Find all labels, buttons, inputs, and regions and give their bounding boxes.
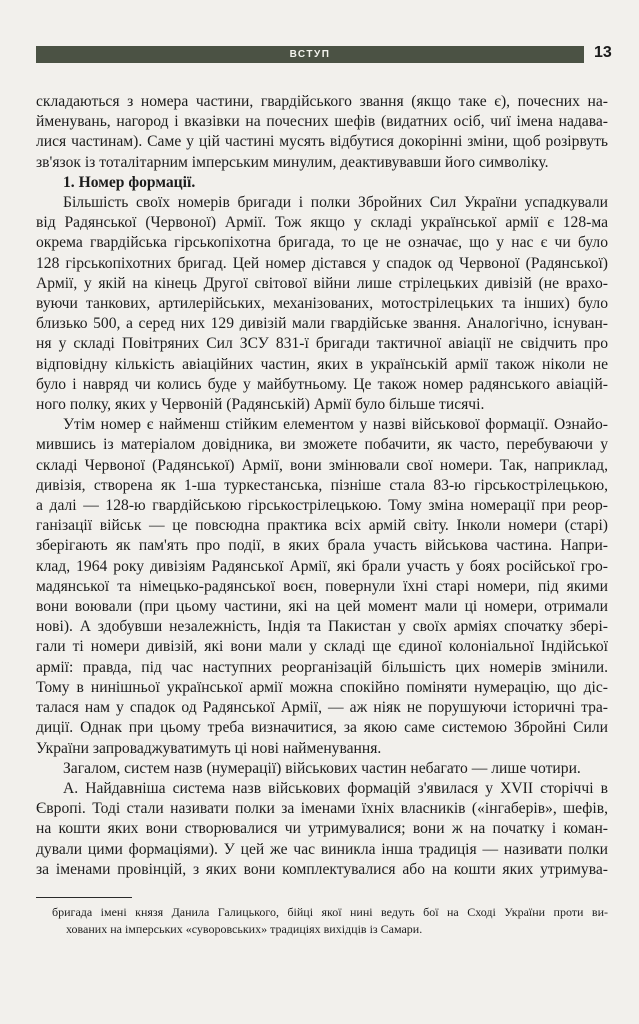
text-line: ня у складі Повітряних Сил ЗСУ 831-ї бригади тактичної авіації не свідчить про [36,335,608,353]
footnote-line: бригада імені князя Данила Галицького, бійці якої нині ведуть бої на Сході України проти ви- [52,905,608,919]
footnote-separator [36,897,132,898]
running-header-bar [36,46,584,63]
text-line: було і навряд чи колись буде у майбутньому. Це також номер радянського авіацій- [36,375,608,393]
text-line: лися частинам). Саме у цій частині мусять відбутися докорінні зміни, щоб розірвуть [36,133,608,151]
text-line: 128 гірськопіхотних бригад. Цей номер дістався у спадок од Червоної (Радянської) [36,254,608,272]
text-line: близько 500, а серед них 129 дивізій мали гвардійське звання. Аналогічно, існуван- [36,315,608,333]
text-line: від Радянської (Червоної) Армії. Тож якщо у складі української армії є 128-ма [36,214,608,232]
text-line: А. Найдавніша система назв військових формацій з'явилася у XVII сторіччі в [63,779,608,797]
text-line: диції. Однак при цьому треба визначитися, за якою саме системою Збройні Сили [36,719,608,737]
text-line: за іменами провінцій, з яких вони комплектувалися або на кошти яких утримува- [36,860,608,878]
text-line: ного полку, яких у Червоній (Радянській) Армії було більше тисячі. [36,396,485,414]
footnote-line: хованих на імперських «суворовських» традиціях вихідців із Самари. [66,922,423,936]
text-line: а далі — 128-ю гвардійською гірськострілецькою. Тому зміна номерації при реор- [36,497,608,515]
text-line: гали ті номери дивізій, які вони мали у складі ще єдиної колоніальної Індійської [36,638,608,656]
text-line: ганізації військ — це повсюдна практика всіх армій світу. Інколи номери (старі) [36,517,608,535]
text-line: мадянської та німецько-радянської воєн, повернули їхні старі номери, під якими [36,577,608,595]
text-line: клад, 1964 року дивізіям Радянської Армії, які брали участь у боях російської гро- [36,557,608,575]
text-line: дивізія, створена як 1-ша туркестанська, пізніше стала 83-ю гірськострілецькою, [36,476,608,494]
text-line: мившись із матеріалом довідника, ви зможете побачити, як часто, перебуваючи у [36,436,608,454]
text-line: складаються з номера частини, гвардійського звання (якщо таке є), почесних на- [36,93,608,110]
section-heading: 1. Номер формації. [63,173,196,191]
text-line: йменувань, нагород і вказівки на почесних шефів (видатних осіб, чиї імена надава- [36,113,608,131]
body-text [36,92,608,880]
section-title: ВСТУП [289,49,331,60]
text-line: нові). А здобувши незалежність, Індія та Пакистан у своїх арміях спочатку зберi- [36,618,608,636]
text-line: окрема гвардійська гірськопіхотна бригада, то це не означає, що у нас є чи було [36,234,608,252]
text-line: армії: правда, під час наступних реорганізацій більшість цих номерів змінили. [36,658,608,676]
text-line: талася нам у спадок од Радянської Армії, — аж ніяк не порушуючи історичні тра- [36,699,608,717]
text-line: на кошти яких вони створювалися чи утримувалися; вони ж на початку і коман- [36,820,608,838]
text-line: відповідну кількість авіаційних частин, яких в українській армії також ніколи не [36,355,608,373]
text-line: Утім номер є найменш стійким елементом у назві військової формації. Ознайо- [63,416,608,434]
text-line: складі Червоної (Радянської) Армії, вони змінювали свої номери. Так, наприклад, [36,456,608,474]
text-line: дували цими формаціями). У цей же час виникла інша традиція — називати полки [36,840,608,858]
text-line: зв'язок із тоталітарним імперським минулим, деактивувавши його символіку. [36,153,549,171]
text-line: Європі. Тоді стали називати полки за іменами їхніх власників («інгаберів», шефів, [36,800,608,818]
footnote [52,904,608,938]
text-line: зберігають як пам'ять про події, в яких брала участь військова частина. Напри- [36,537,608,555]
text-line: Тому в нинішньої української армії можна спокійно поміняти нумерацію, що діс- [36,678,608,696]
text-line: України запроваджуватимуть ці нові найменування. [36,739,382,757]
text-line: Армії, у якій на кінець Другої світової війни лише стрілецьких дивізій (не врахо- [36,274,608,292]
page-number: 13 [594,44,612,61]
text-line: Більшість своїх номерів бригади і полки Збройних Сил України успадкували [63,194,608,212]
text-line: вуючи танкових, артилерійських, механізованих, мотострілецьких та інших) було [36,295,608,313]
text-line: Загалом, систем назв (нумерації) військових частин небагато — лише чотири. [63,759,581,777]
text-line: вони воювали (при цьому частини, які на цей момент мали ці номери, отримали [36,598,608,616]
